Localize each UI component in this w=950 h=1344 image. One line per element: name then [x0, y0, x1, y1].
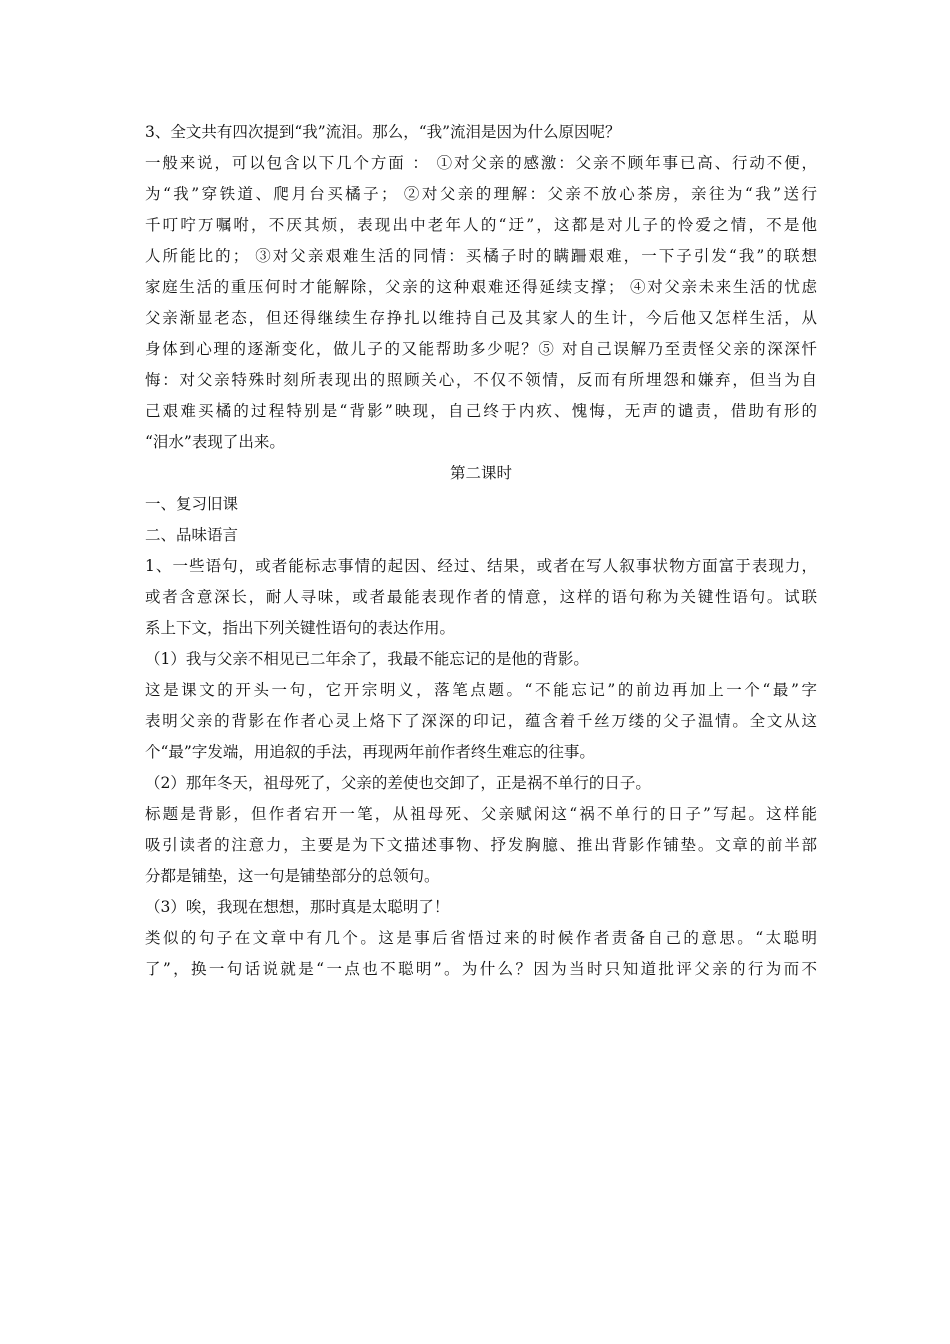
text-line: 了”，换一句话说就是“一点也不聪明”。为什么？因为当时只知道批评父亲的行为而不 — [145, 960, 817, 978]
quoted-sentence: （1）我与父亲不相见已二年余了，我最不能忘记的是他的背影。 — [145, 650, 589, 668]
text-line: 为“我”穿铁道、爬月台买橘子； ②对父亲的理解：父亲不放心茶房，亲往为“我”送行 — [145, 185, 817, 203]
text-line: 己艰难买橘的过程特别是“背影”映现，自己终于内疚、愧悔，无声的谴责，借助有形的 — [145, 402, 817, 420]
text-line: 3、全文共有四次提到“我”流泪。那么，“我”流泪是因为什么原因呢？ — [145, 123, 621, 141]
text-line: 吸引读者的注意力，主要是为下文描述事物、抒发胸臆、推出背影作铺垫。文章的前半部 — [145, 836, 817, 854]
text-line: 一般来说，可以包含以下几个方面 ： ①对父亲的感激：父亲不顾年事已高、行动不便， — [145, 154, 817, 172]
text-line: 身体到心理的逐渐变化，做儿子的又能帮助多少呢？⑤ 对自己误解乃至责怪父亲的深深忏 — [145, 340, 817, 358]
outline-heading: 二、品味语言 — [145, 526, 239, 544]
text-line: 或者含意深长，耐人寻味，或者最能表现作者的情意，这样的语句称为关键性语句。试联 — [145, 588, 817, 606]
document-page — [145, 117, 817, 985]
text-line: 系上下文，指出下列关键性语句的表达作用。 — [145, 619, 456, 637]
text-line: 1、一些语句，或者能标志事情的起因、经过、结果，或者在写人叙事状物方面富于表现力， — [145, 557, 817, 575]
text-line: 类似的句子在文章中有几个。这是事后省悟过来的时候作者责备自己的意思。“太聪明 — [145, 929, 817, 947]
text-line: 分都是铺垫，这一句是铺垫部分的总领句。 — [145, 867, 440, 885]
text-line: 人所能比的； ③对父亲艰难生活的同情：买橘子时的瞒跚艰难，一下子引发“我”的联想 — [145, 247, 817, 265]
text-line: 悔：对父亲特殊时刻所表现出的照顾关心，不仅不领情，反而有所埋怨和嫌弃，但当为自 — [145, 371, 817, 389]
text-line: 个“最”字发端，用追叙的手法，再现两年前作者终生难忘的往事。 — [145, 743, 595, 761]
section-heading: 第二课时 — [449, 464, 512, 482]
text-line: 父亲渐显老态，但还得继续生存挣扎以维持自己及其家人的生计，今后他又怎样生活，从 — [145, 309, 817, 327]
text-line: 标题是背影，但作者宕开一笔，从祖母死、父亲赋闲这“祸不单行的日子”写起。这样能 — [145, 805, 817, 823]
text-line: 千叮咛万嘱咐，不厌其烦，表现出中老年人的“迂”，这都是对儿子的怜爱之情，不是他 — [145, 216, 817, 234]
text-line: 家庭生活的重压何时才能解除，父亲的这种艰难还得延续支撑； ④对父亲未来生活的忧虑 — [145, 278, 817, 296]
quoted-sentence: （3）唉，我现在想想，那时真是太聪明了！ — [145, 898, 450, 916]
text-line: “泪水”表现了出来。 — [145, 433, 285, 451]
outline-heading: 一、复习旧课 — [145, 495, 239, 513]
text-line: 这是课文的开头一句，它开宗明义，落笔点题。“不能忘记”的前边再加上一个“最”字 — [145, 681, 817, 699]
text-line: 表明父亲的背影在作者心灵上烙下了深深的印记，蕴含着千丝万缕的父子温情。全文从这 — [145, 712, 817, 730]
quoted-sentence: （2）那年冬天，祖母死了，父亲的差使也交卸了，正是祸不单行的日子。 — [145, 774, 651, 792]
